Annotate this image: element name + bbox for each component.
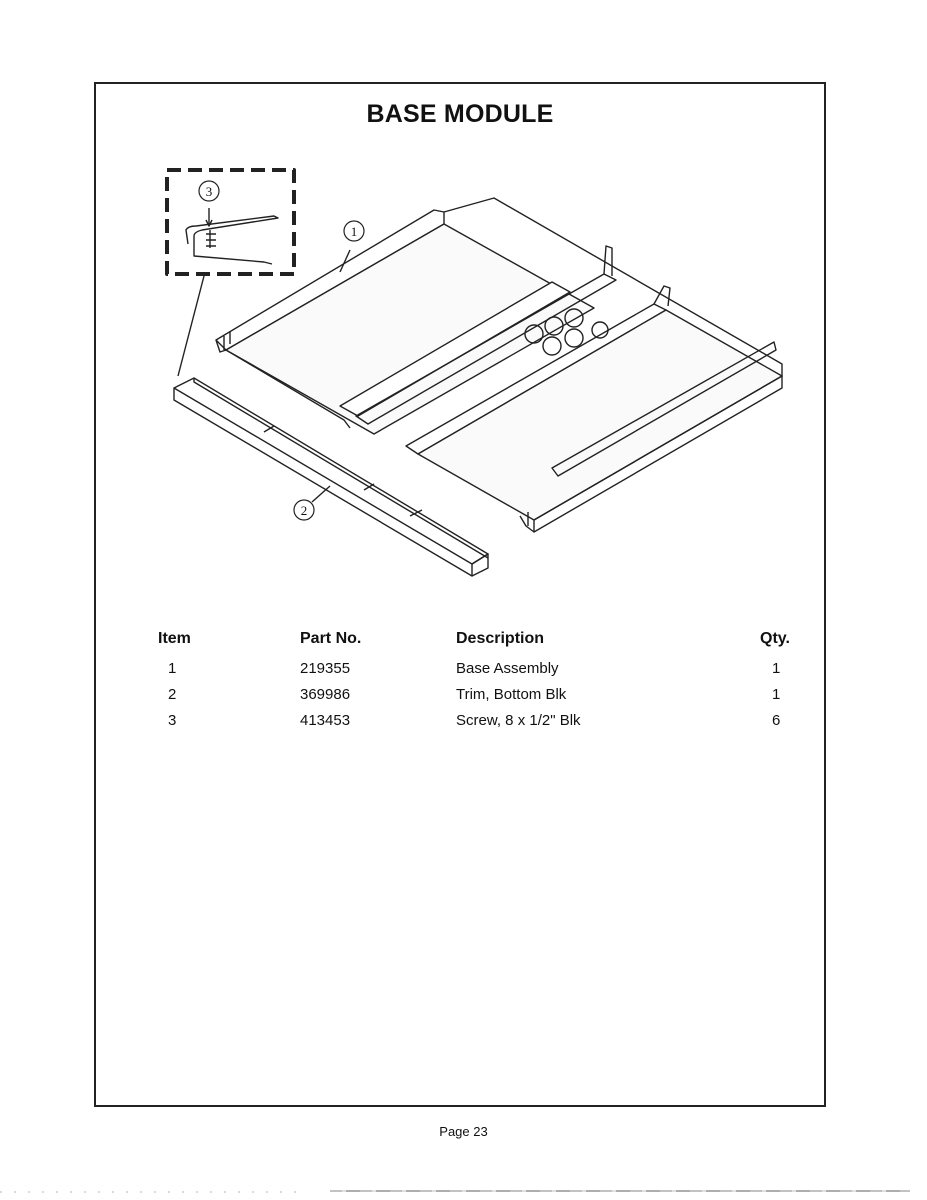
col-header-item: Item — [158, 630, 191, 647]
base-assembly — [216, 198, 782, 532]
col-header-description: Description — [456, 630, 545, 647]
row-description: Trim, Bottom Blk — [456, 686, 567, 703]
row-qty: 1 — [772, 660, 781, 677]
callout-3-label: 3 — [205, 184, 213, 199]
page-frame — [94, 82, 826, 1107]
row-part-no: 413453 — [300, 712, 351, 729]
scan-artifact-left — [0, 1191, 300, 1193]
screw-detail — [186, 216, 278, 264]
col-header-qty: Qty. — [760, 630, 790, 647]
row-item: 1 — [168, 660, 177, 677]
row-item: 2 — [168, 686, 177, 703]
page-title: BASE MODULE — [366, 100, 554, 128]
row-description: Screw, 8 x 1/2" Blk — [456, 712, 581, 729]
row-item: 3 — [168, 712, 177, 729]
exploded-view-drawing — [154, 164, 794, 684]
callout-2-label: 2 — [300, 503, 308, 518]
scan-artifact-line — [330, 1190, 910, 1192]
callout-1-label: 1 — [350, 224, 358, 239]
row-part-no: 369986 — [300, 686, 351, 703]
row-part-no: 219355 — [300, 660, 351, 677]
row-qty: 6 — [772, 712, 781, 729]
page-number: Page 23 — [439, 1124, 488, 1139]
row-qty: 1 — [772, 686, 781, 703]
col-header-part-no: Part No. — [300, 630, 362, 647]
row-description: Base Assembly — [456, 660, 559, 677]
